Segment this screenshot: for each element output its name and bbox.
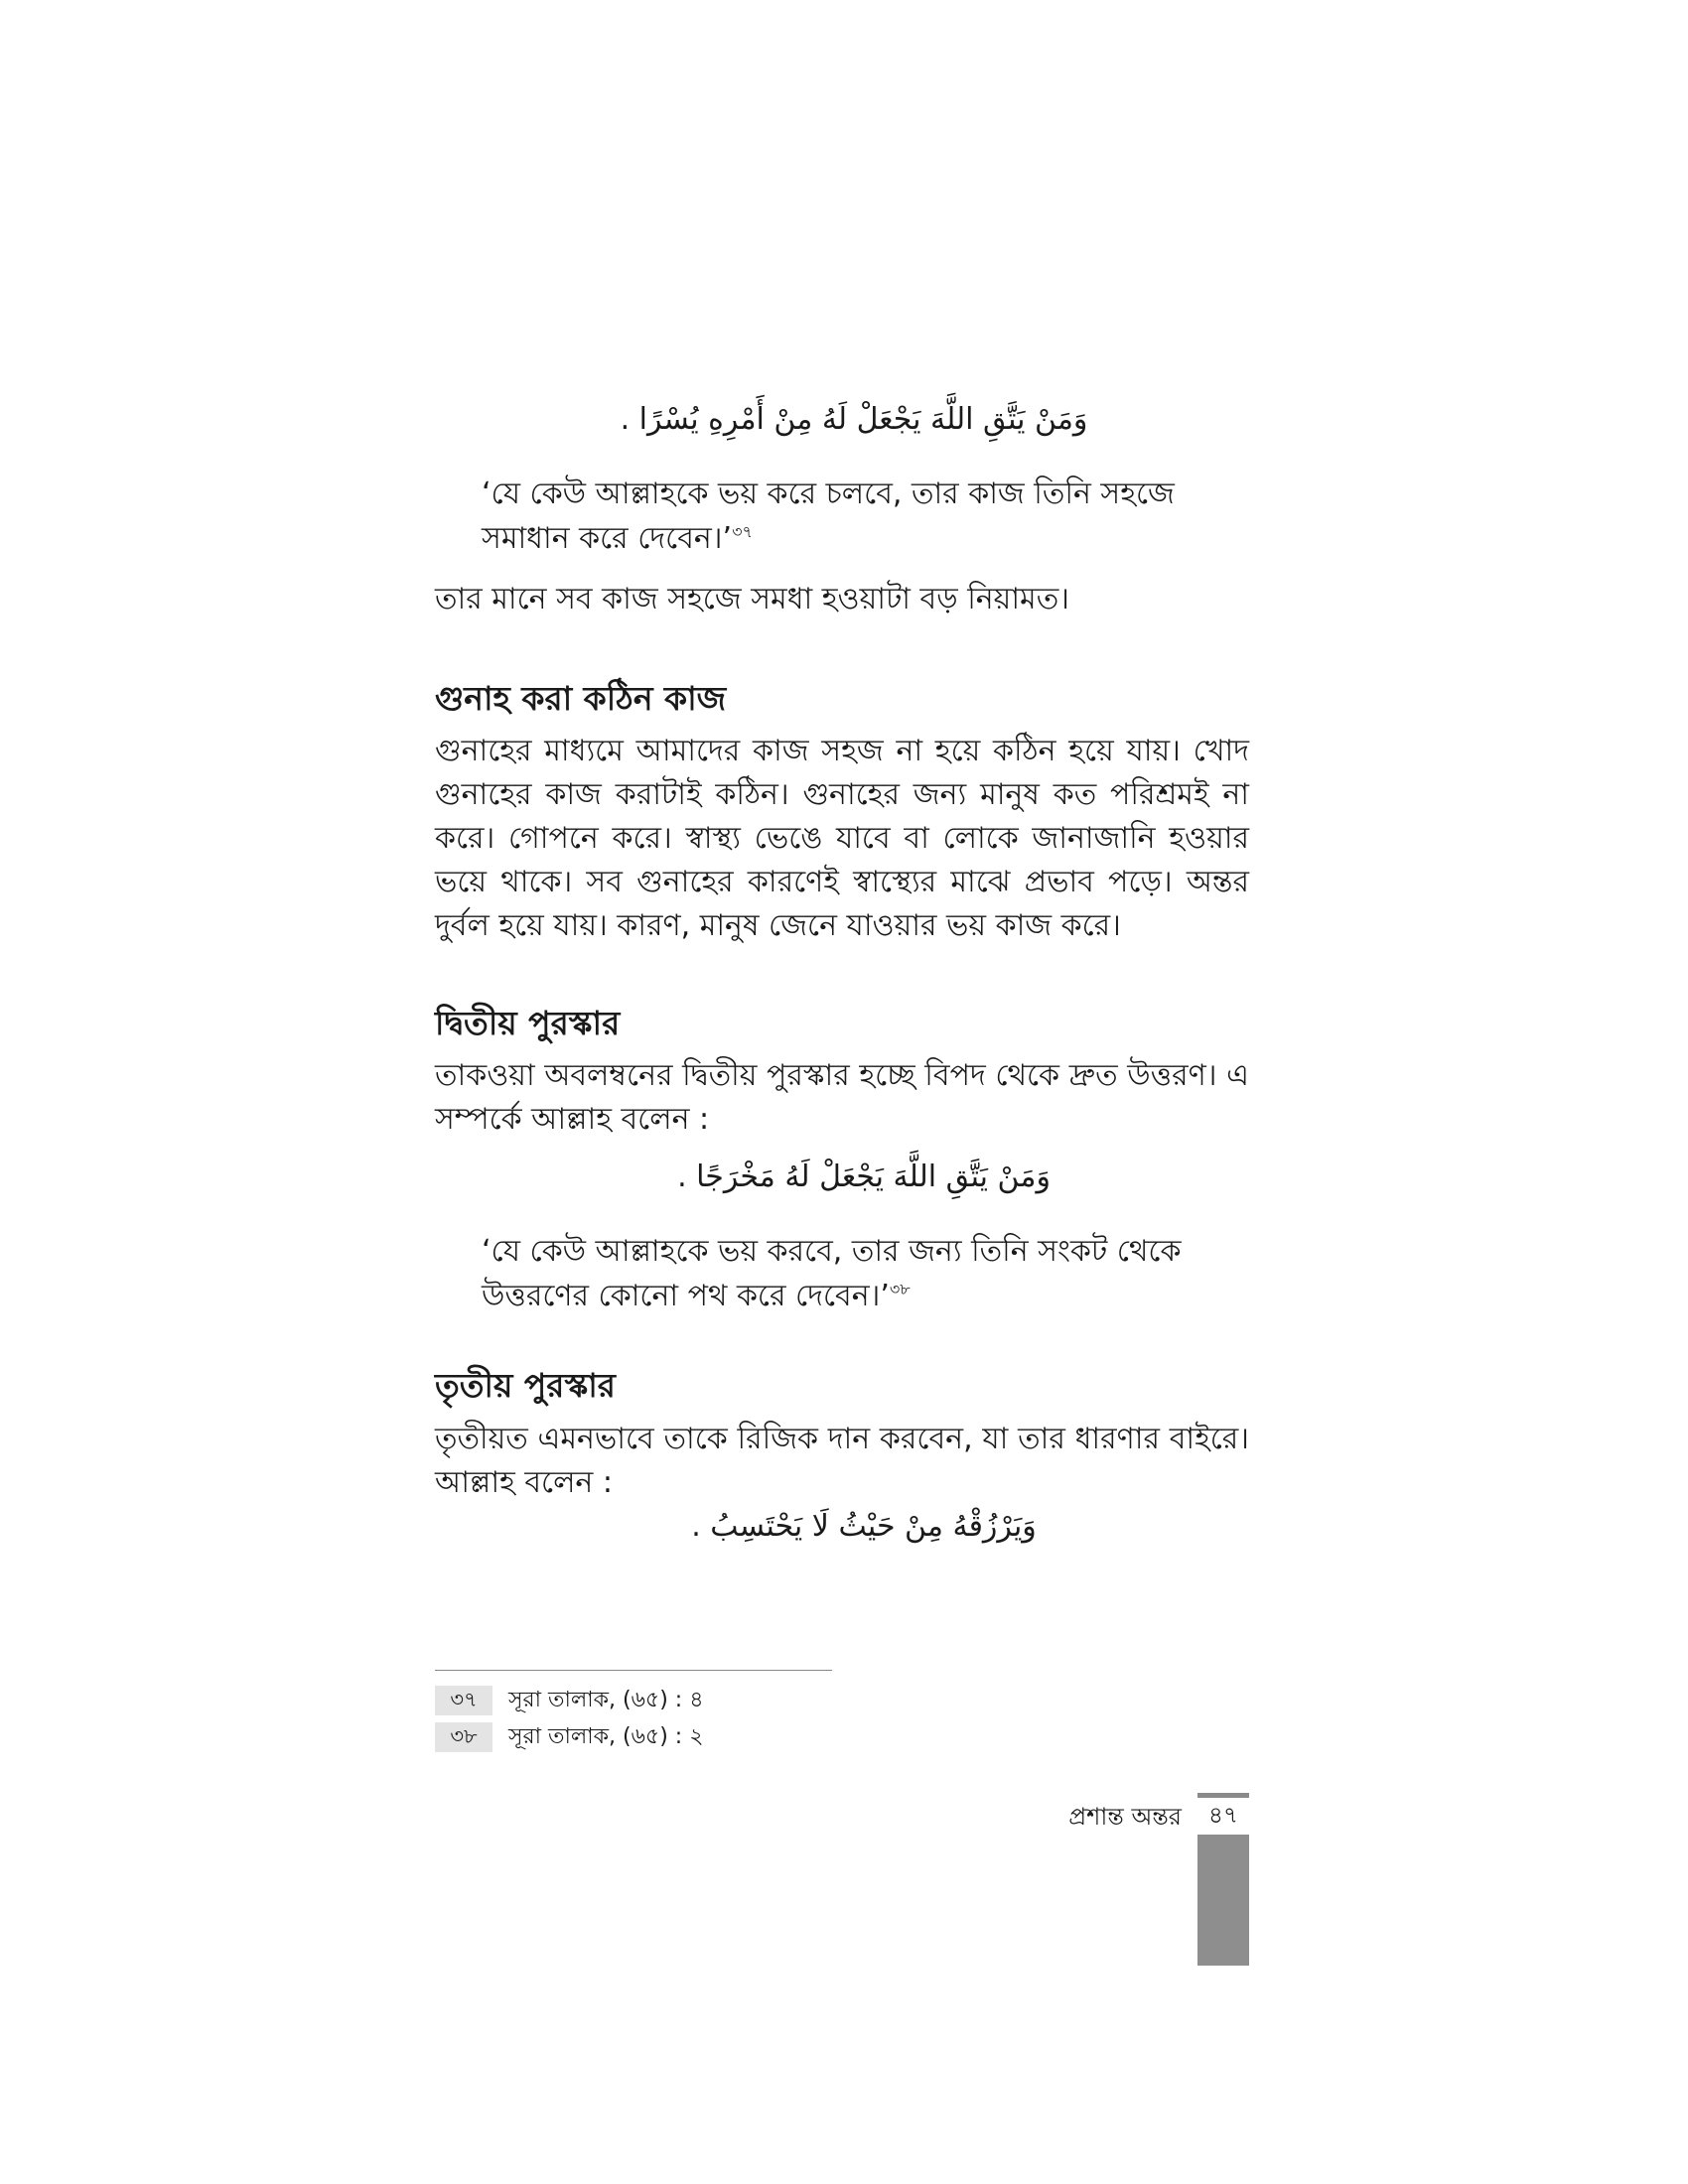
- page-edge-tab: [1197, 1835, 1249, 1966]
- footnote-number: ৩৮: [435, 1722, 492, 1752]
- quote-translation-1: [482, 472, 1246, 561]
- footnote-item: [435, 1722, 704, 1752]
- footnote-item: [435, 1686, 703, 1715]
- arabic-verse-2: وَمَنْ يَتَّقِ اللَّهَ يَجْعَلْ لَهُ مَخْرَجًا .: [677, 1160, 1051, 1194]
- quote-translation-2: [482, 1229, 1246, 1318]
- footnote-number: ৩৭: [435, 1686, 492, 1715]
- section-1-body: গুনাহের মাধ্যমে আমাদের কাজ সহজ না হয়ে কঠিন হয়ে যায়। খোদ গুনাহের কাজ করাটাই কঠিন। গুনাহের জন্য মানুষ কত পরিশ্রমই না করে। গোপনে করে। স্বাস্থ্য ভেঙে যাবে বা লোকে জানাজানি হওয়ার ভয়ে থাকে। সব গুনাহের কারণেই স্বাস্থ্যের মাঝে প্রভাব পড়ে। অন্তর দুর্বল হয়ে যায়। কারণ, মানুষ জেনে যাওয়ার ভয় কাজ করে।: [435, 734, 1249, 943]
- paragraph-1: তার মানে সব কাজ সহজে সমধা হওয়াটা বড় নিয়ামত।: [435, 582, 1069, 616]
- page-number: ৪৭: [1197, 1793, 1249, 1832]
- section-3-body: তৃতীয়ত এমনভাবে তাকে রিজিক দান করবেন, যা তার ধারণার বাইরে। আল্লাহ বলেন :: [435, 1422, 1249, 1500]
- section-heading-3: তৃতীয় পুরস্কার: [435, 1366, 616, 1405]
- quote-1-ref: ৩৭: [732, 522, 753, 541]
- quote-1-text: ‘যে কেউ আল্লাহকে ভয় করে চলবে, তার কাজ তিনি সহজে সমাধান করে দেবেন।’: [482, 477, 1175, 556]
- footnote-divider: [435, 1670, 832, 1671]
- footnote-text: সূরা তালাক, (৬৫) : ২: [508, 1723, 704, 1749]
- footnote-text: সূরা তালাক, (৬৫) : ৪: [508, 1687, 704, 1712]
- section-2-body: তাকওয়া অবলম্বনের দ্বিতীয় পুরস্কার হচ্ছে বিপদ থেকে দ্রুত উত্তরণ। এ সম্পর্কে আল্লাহ বলেন :: [435, 1058, 1249, 1137]
- running-footer-book-title: প্রশান্ত অন্তর: [1068, 1803, 1182, 1831]
- quote-2-text: ‘যে কেউ আল্লাহকে ভয় করবে, তার জন্য তিনি সংকট থেকে উত্তরণের কোনো পথ করে দেবেন।’: [482, 1234, 1182, 1313]
- arabic-verse-3: وَيَرْزُقْهُ مِنْ حَيْثُ لَا يَحْتَسِبُ .: [691, 1509, 1037, 1544]
- section-heading-2: দ্বিতীয় পুরস্কার: [435, 1004, 621, 1042]
- quote-2-ref: ৩৮: [889, 1280, 911, 1298]
- arabic-verse-1: وَمَنْ يَتَّقِ اللَّهَ يَجْعَلْ لَهُ مِنْ أَمْرِهِ يُسْرًا .: [620, 402, 1088, 437]
- section-heading-1: গুনাহ করা কঠিন কাজ: [435, 679, 727, 718]
